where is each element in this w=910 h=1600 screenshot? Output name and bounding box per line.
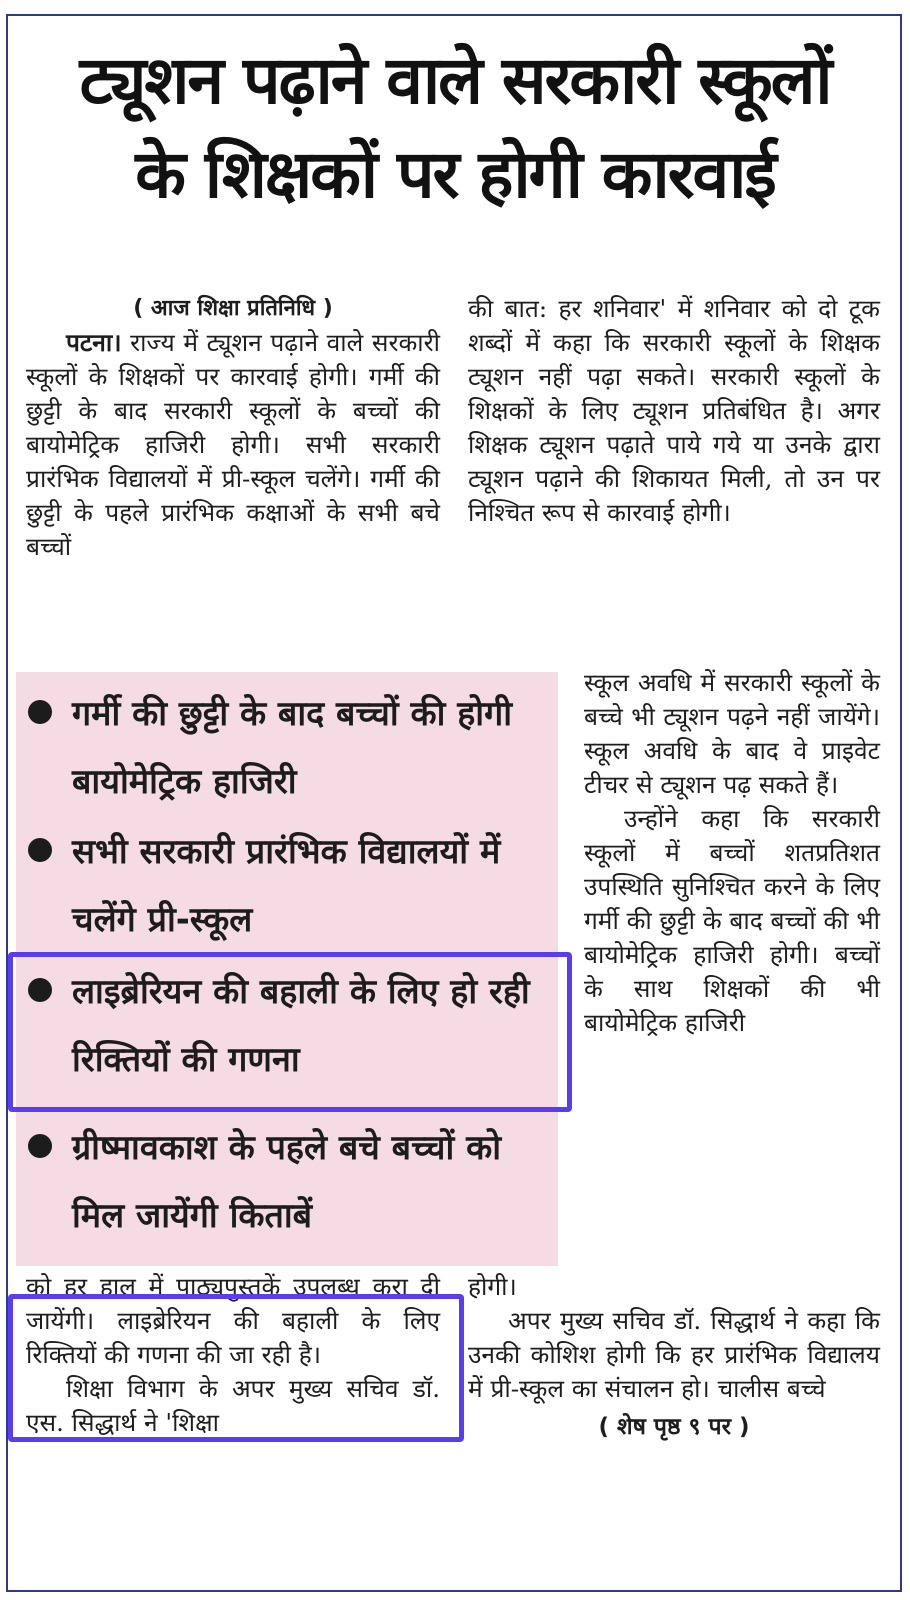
right-paragraph-2-end: होगी।	[468, 1272, 517, 1301]
headline-line-1: ट्यूशन पढ़ाने वाले सरकारी स्कूलों	[79, 42, 831, 119]
left-paragraph-1	[26, 326, 440, 564]
annotation-outline-highlight	[8, 952, 572, 1112]
continued-notice: ( शेष पृष्ठ ९ पर )	[598, 1414, 750, 1440]
right-paragraph-1-continued: स्कूल अवधि में सरकारी स्कूलों के बच्चे भी ट्यूशन पढ़ने नहीं जायेंगे। स्कूल अवधि के बाद वे प्राइवेट टीचर से ट्यूशन पढ़ सकते हैं।	[584, 668, 880, 799]
bullet-icon	[28, 1134, 52, 1158]
right-column-narrow	[584, 666, 880, 1040]
right-paragraph-3: अपर मुख्य सचिव डॉ. सिद्धार्थ ने कहा कि उनकी कोशिश होगी कि हर प्रारंभिक विद्यालय में प्री-स्कूल का संचालन हो। चालीस बच्चे	[468, 1306, 880, 1403]
annotation-outline-paragraph	[8, 1294, 464, 1442]
headline	[14, 34, 896, 222]
right-column	[468, 292, 880, 530]
right-column-bottom	[468, 1270, 880, 1444]
bullet-icon	[28, 700, 52, 724]
dateline-place: पटना।	[66, 328, 122, 357]
left-paragraph-2: शिक्षा विभाग के अपर मुख्य सचिव डॉ. एस. सिद्धार्थ ने 'शिक्षा	[26, 1374, 440, 1437]
right-paragraph-1: की बात: हर शनिवार' में शनिवार को दो टूक शब्दों में कहा कि सरकारी स्कूलों के शिक्षक ट्यूशन नहीं पढ़ा सकते। सरकारी स्कूलों के शिक्षकों के लिए ट्यूशन प्रतिबंधित है। अगर शिक्षक ट्यूशन पढ़ाते पाये गये या उनके द्वारा ट्यूशन पढ़ाने की शिकायत मिली, तो उन पर निश्चित रूप से कारवाई होगी।	[468, 294, 880, 527]
highlight-text: गर्मी की छुट्टी के बाद बच्चों की होगी बायोमेट्रिक हाजिरी	[72, 694, 513, 802]
left-paragraph-1-text: राज्य में ट्यूशन पढ़ाने वाले सरकारी स्कूलों के शिक्षकों पर कारवाई होगी। गर्मी की छुट्टी के बाद सरकारी स्कूलों के बच्चों की बायोमेट्रिक हाजिरी होगी। सभी सरकारी प्रारंभिक विद्यालयों में प्री-स्कूल चलेंगे। गर्मी की छुट्टी के पहले प्रारंभिक कक्षाओं के सभी बचे बच्चों	[26, 328, 440, 561]
highlight-item	[26, 818, 562, 954]
left-column	[26, 292, 440, 564]
byline: ( आज शिक्षा प्रतिनिधि )	[133, 296, 333, 321]
highlight-text: लाइब्रेरियन की बहाली के लिए हो रही रिक्तियों की गणना	[72, 972, 530, 1080]
highlight-text: ग्रीष्मावकाश के पहले बचे बच्चों को मिल जायेंगी किताबें	[72, 1128, 502, 1236]
left-paragraph-1-continued: को हर हाल में पाठ्यपुस्तकें उपलब्ध करा दी जायेंगी। लाइब्रेरियन की बहाली के लिए रिक्तियों की गणना की जा रही है।	[26, 1272, 440, 1369]
highlight-item	[26, 1114, 562, 1250]
highlight-item	[26, 680, 562, 816]
right-paragraph-2: उन्होंने कहा कि सरकारी स्कूलों में बच्चों शतप्रतिशत उपस्थिति सुनिश्चित करने के लिए गर्मी की छुट्टी के बाद बच्चों की भी बायोमेट्रिक हाजिरी होगी। बच्चों के साथ शिक्षकों की भी बायोमेट्रिक हाजिरी	[584, 804, 880, 1037]
bullet-icon	[28, 838, 52, 862]
headline-line-2: के शिक्षकों पर होगी कारवाई	[135, 136, 775, 213]
highlight-text: सभी सरकारी प्रारंभिक विद्यालयों में चलेंगे प्री-स्कूल	[72, 832, 501, 940]
